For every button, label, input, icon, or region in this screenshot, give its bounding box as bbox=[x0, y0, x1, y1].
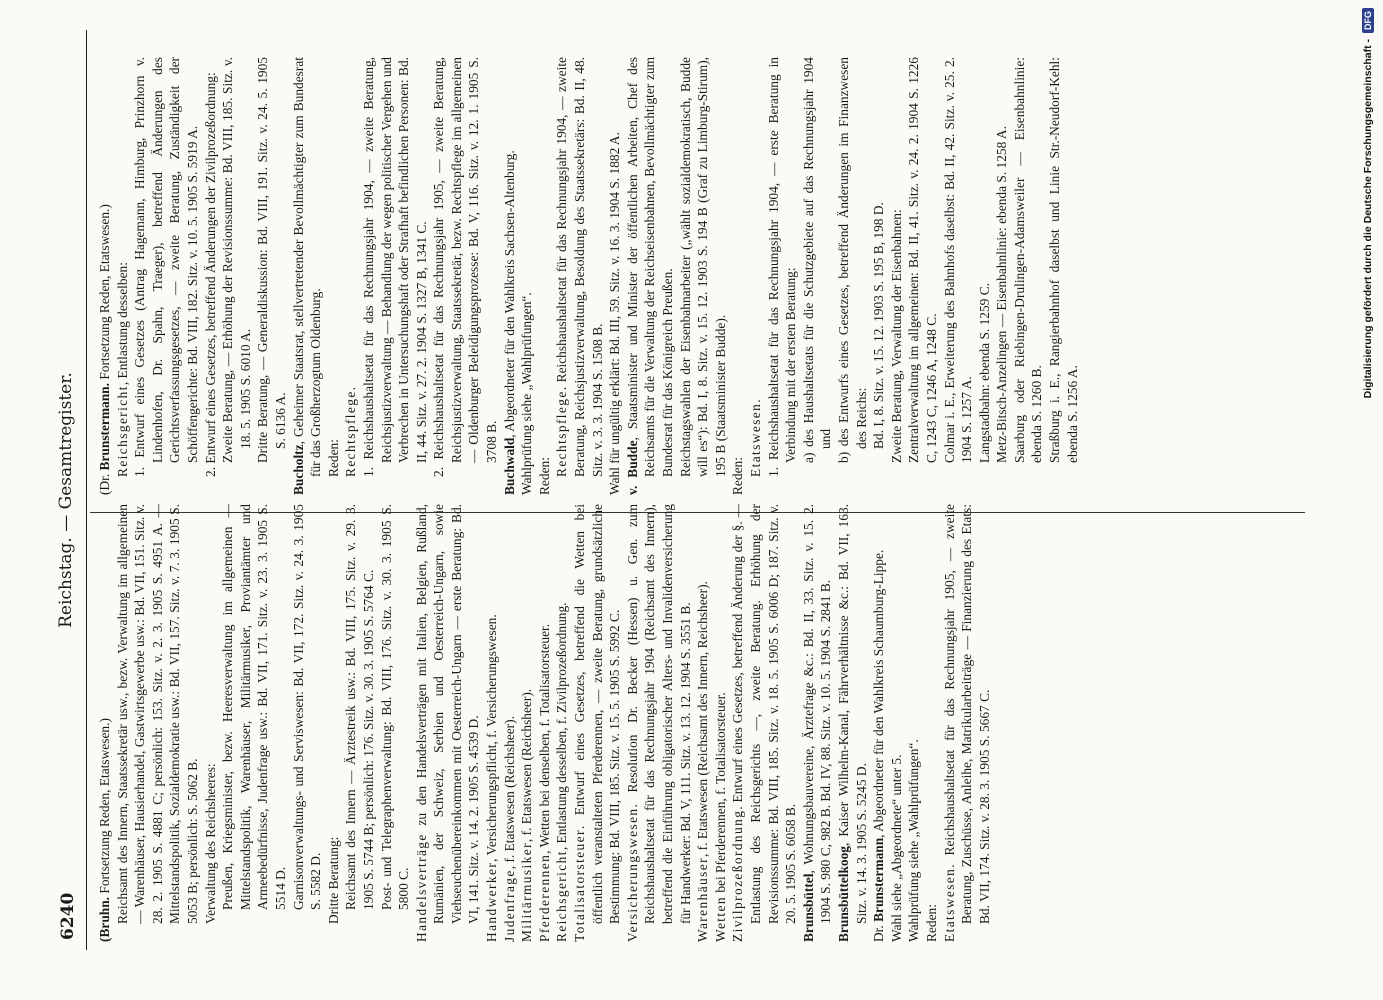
index-entry: a) des Haushaltsetats für die Schutzgebiete auf das Rechnungsjahr 1904 und bbox=[800, 57, 834, 463]
index-entry: Dritte Beratung: bbox=[325, 836, 341, 924]
running-title: Reichstag. — Gesamtregister. bbox=[56, 372, 76, 628]
index-entry: Rechtspflege. Reichshaushaltsetat für das Rechnungsjahr 1904, — zweite Beratung, Reichsjustizverwaltung, Besoldung des Staatssekretärs: Bd. II, 48. Sitz. v. 3. 3. 1904 S. 1508 B. bbox=[554, 57, 605, 477]
index-entry: Wetten bei Pferderennen, f. Totalisatorsteuer. bbox=[712, 692, 728, 942]
index-entry: Judenfrage, f. Etatswesen (Reichsheer). bbox=[501, 716, 517, 942]
index-entry: Reichstagswahlen der Eisenbahnarbeiter („wählt sozialdemokratisch, Budde will es“): Bd. I, 8. Sitz. v. 15. 12. 1903 S. 194 B (Graf zu Limburg-Stirum), 195 B (Staatsminister Budde). bbox=[677, 57, 728, 477]
index-entry: Handwerker, Versicherungspflicht, f. Versicherungswesen. bbox=[484, 614, 500, 942]
index-entry: Langstadbahn: ebenda S. 1259 C. bbox=[976, 283, 992, 463]
index-entry: b) des Entwurfs eines Gesetzes, betreffend Änderungen im Finanzwesen des Reichs: bbox=[835, 57, 869, 463]
index-entry: Saarburg oder Riebingen-Drulingen-Adamsweiler — Eisenbahnlinie: ebenda S. 1260 B. bbox=[1011, 57, 1045, 463]
index-entry: v. Budde, Staatsminister und Minister der öffentlichen Arbeiten, Chef des Reichsamts für die Verwaltung der Reichseisenbahnen, Bevollmächtigter zum Bundesrat für das Königreich Preußen. bbox=[624, 57, 675, 495]
index-entry: Zivilprozeßordnung. Entwurf eines Gesetzes, betreffend Änderung der §. — Entlastung des Reichsgerichts —, zweite Beratung. Erhöhung der Revisionssumme: Bd. VIII, 185. Sitz. v. 18. 5. 1905 S. 6006 D; 187. Sitz. v. 20. 5. 1905 S. 6058 B. bbox=[730, 504, 799, 942]
index-entry: Garnisonverwaltungs- und Serviswesen: Bd. VII, 172. Sitz. v. 24. 3. 1905 S. 5582 D. bbox=[290, 504, 324, 910]
index-entry: Zweite Beratung, — Erhöhung der Revisionssumme: Bd. VIII, 185. Sitz. v. 18. 5. 1905 S. 6010 A. bbox=[220, 57, 253, 463]
index-entry: Zweite Beratung, Verwaltung der Eisenbahnen: bbox=[888, 209, 904, 463]
index-entry: Reden: bbox=[325, 439, 341, 477]
index-entry: Reden: bbox=[923, 904, 939, 942]
index-entry: Etatswesen. bbox=[747, 399, 763, 477]
page-number: 6240 bbox=[58, 892, 78, 940]
right-column bbox=[96, 57, 1081, 495]
index-entry: Zentralverwaltung im allgemeinen: Bd. II, 41. Sitz. v. 24. 2. 1904 S. 1226 C, 1243 C, 1246 A, 1248 C. bbox=[906, 57, 939, 463]
index-entry: Wahlprüfung siehe „Wahlprüfungen“. bbox=[906, 739, 922, 942]
index-entry: Straßburg i. E., Rangierbahnhof daselbst und Linie Str.-Neudorf-Kehl: ebenda S. 1256 A. bbox=[1047, 57, 1080, 463]
digitization-note bbox=[1338, 8, 1378, 992]
index-entry: Bd. I, 8. Sitz. v. 15. 12. 1903 S. 195 B, 198 D. bbox=[871, 202, 887, 449]
index-entry: Wahl für ungültig erklärt: Bd. III, 59. Sitz. v. 16. 3. 1904 S. 1882 A. bbox=[607, 132, 623, 495]
index-entry: Reichsamt des Innern — Ärztestreik usw.: Bd. VIII, 175. Sitz. v. 29. 3. 1905 S. 5744 B; persönlich: 176. Sitz. v. 30. 3. 1905 S. 5764 C. bbox=[343, 504, 376, 910]
index-entry: Brunsbüttelkoog, Kaiser Wilhelm-Kanal, Fährverhältnisse &c.: Bd. VII, 163. Sitz. v. 14. 3. 1905 S. 5245 D. bbox=[835, 504, 869, 942]
index-entry: Buchwald, Abgeordneter für den Wahlkreis Sachsen-Altenburg. bbox=[501, 150, 517, 495]
index-entry: 2. Reichshaushaltsetat für das Rechnungsjahr 1905, — zweite Beratung, Reichsjustizverwaltung, Staatssekretär, bezw. Rechtspflege im allgemeinen — Oldenburger Beleidigungsprozesse: Bd. V, 116. Sitz. v. 12. 1. 1905 S. 3708 B. bbox=[431, 57, 500, 477]
index-entry: (Bruhn. Fortsetzung Reden, Etatswesen.) bbox=[97, 718, 112, 942]
index-entry: Reden: bbox=[730, 457, 746, 495]
index-entry: Dritte Beratung, — Generaldiskussion: Bd. VIII, 191. Sitz. v. 24. 5. 1905 S. 6136 A. bbox=[255, 57, 288, 463]
digitization-text: Digitalisierung gefördert durch die Deutsche Forschungsgemeinschaft - bbox=[1362, 39, 1374, 399]
index-entry: Bucholtz, Geheimer Staatsrat, stellvertretender Bevollmächtigter zum Bundesrat für das Großherzogtum Oldenburg. bbox=[290, 57, 324, 495]
index-entry: Wahlprüfung siehe „Wahlprüfungen“. bbox=[519, 292, 535, 495]
index-entry: 1. Entwurf eines Gesetzes (Antrag Hagemann, Himburg, Prinzhorn v. Lindenhofen, Dr. Spahn, Traeger), betreffend Änderungen des Gerichtsverfassungsgesetzes, — zweite Beratung, Zuständigkeit der Schöffengerichte: Bd. VIII, 182. Sitz. v. 10. 5. 1905 S. 5919 A. bbox=[132, 57, 200, 477]
index-entry: 1. Reichshaushaltsetat für das Rechnungsjahr 1904, — erste Beratung in Verbindung mit der ersten Beratung: bbox=[765, 57, 799, 477]
index-entry: Preußen, Kriegsminister, bezw. Heeresverwaltung im allgemeinen — Mittelstandspolitik, Warenhäuser, Militärmusiker, Proviantämter und Armeebedürfnisse, Judenfrage usw.: Bd. VII, 171. Sitz. v. 23. 3. 1905 S. 5514 D. bbox=[220, 504, 288, 910]
index-entry: 1. Reichshaushaltsetat für das Rechnungsjahr 1904, — zweite Beratung, Reichsjustizverwaltung — Behandlung der wegen politischer Vergehen und Verbrechen in Untersuchungshaft oder Strafhaft befindlichen Personen: Bd. II, 44. Sitz. v. 27. 2. 1904 S. 1327 B, 1341 C. bbox=[360, 57, 429, 477]
index-entry: Militärmusiker, f. Etatswesen (Reichsheer). bbox=[519, 688, 535, 942]
index-entry: Pferderennen, Wetten bei denselben, f. Totalisatorsteuer. bbox=[536, 623, 552, 942]
index-entry: Reichsamt des Innern, Staatssekretär usw., bezw. Verwaltung im allgemeinen — Warenhäuser, Hausierhandel, Gastwirtsgewerbe usw.: Bd. VII, 151. Sitz. v. 28. 2. 1905 S. 4881 C; persönlich: 153. Sitz. v. 2. 3. 1905 S. 4951 A. — Mittelstandspolitik, Sozialdemokratie usw.: Bd. VII, 157. Sitz. v. 7. 3. 1905 S. 5053 B; persönlich: S. 5062 B. bbox=[114, 504, 200, 924]
index-entry: Versicherungswesen. Resolution Dr. Becker (Hessen) u. Gen. zum Reichshaushaltsetat für das Rechnungsjahr 1904 (Reichsamt des Innern), betreffend die Einführung obligatorischer Alters- und Invalidenversicherung für Handwerker: Bd. V, 111. Sitz. v. 13. 12. 1904 S. 3551 B. bbox=[624, 504, 693, 942]
index-entry: Totalisatorsteuer. Entwurf eines Gesetzes, betreffend die Wetten bei öffentlich veranstalteten Pferderennen, — zweite Beratung, grundsätzliche Bestimmung: Bd. VIII, 185. Sitz. v. 15. 5. 1905 S. 5992 C. bbox=[572, 504, 623, 942]
index-entry: Rechtspflege. bbox=[343, 386, 359, 477]
index-entry: Handelsverträge zu den Handelsverträgen mit Italien, Belgien, Rußland, Rumänien, der Schweiz, Serbien und Oesterreich-Ungarn, sowie Viehseuchenübereinkommen mit Oesterreich-Ungarn — erste Beratung: Bd. VI, 141. Sitz. v. 14. 2. 1905 S. 4539 D. bbox=[413, 504, 482, 942]
dfg-logo: DFG bbox=[1362, 8, 1374, 33]
left-column bbox=[96, 504, 993, 942]
index-entry: Verwaltung des Reichsheeres: bbox=[202, 763, 218, 924]
index-entry: Colmar i. E., Erweiterung des Bahnhofs daselbst: Bd. II, 42. Sitz. v. 25. 2. 1904 S. 1257 A. bbox=[941, 57, 975, 463]
index-entry: Wahl siehe „Abgeordnete“ unter 5. bbox=[888, 754, 904, 942]
index-entry: Reden: bbox=[536, 457, 552, 495]
index-entry: 2. Entwurf eines Gesetzes, betreffend Änderungen der Zivilprozeßordnung: bbox=[202, 72, 218, 477]
index-entry: Post- und Telegraphenverwaltung: Bd. VIII, 176. Sitz. v. 30. 3. 1905 S. 5800 C. bbox=[378, 504, 412, 910]
index-entry: Warenhäuser, f. Etatswesen (Reichsamt des Innern, Reichsheer). bbox=[695, 581, 711, 942]
index-entry: Reichsgericht, Entlastung desselben, f. Zivilprozeßordnung. bbox=[554, 602, 570, 942]
index-entry: Reichsgericht, Entlastung desselben: bbox=[114, 262, 130, 477]
index-entry: Etatswesen. Reichshaushaltsetat für das Rechnungsjahr 1905, — zweite Beratung, Zuschüsse, Anleihe, Matrikularbeiträge — Finanzierung des Etats: Bd. VII, 174. Sitz. v. 28. 3. 1905 S. 5667 C. bbox=[941, 504, 992, 942]
index-entry: Dr. Brunstermann, Abgeordneter für den Wahlkreis Schaumburg-Lippe. bbox=[871, 549, 887, 942]
index-entry: Brunsbüttel, Wohnungsbauvereine, Ärztefrage &c.: Bd. II, 33. Sitz. v. 15. 2. 1904 S. 980 C, 982 B. Bd. IV, 88. Sitz. v. 10. 5. 1904 S. 2841 B. bbox=[800, 504, 834, 942]
index-entry: Metz-Bitsch-Anzelingen — Eisenbahnlinie: ebenda S. 1258 A. bbox=[994, 126, 1010, 463]
header-rule bbox=[86, 30, 87, 950]
index-entry: (Dr. Brunstermann. Fortsetzung Reden, Etatswesen.) bbox=[97, 204, 112, 495]
